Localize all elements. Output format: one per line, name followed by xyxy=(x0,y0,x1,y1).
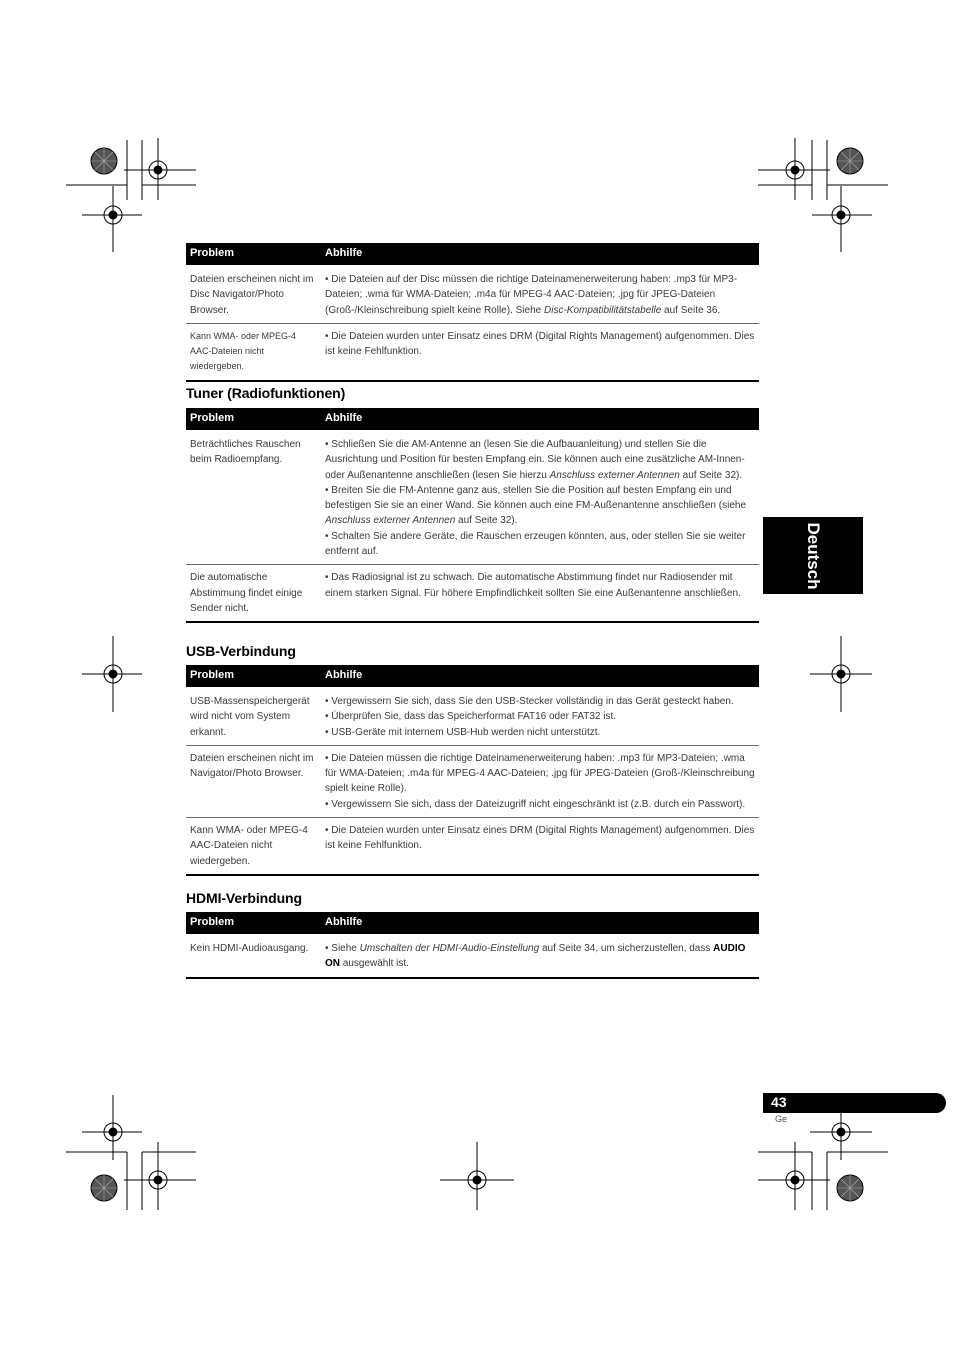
language-side-tab-label: Deutsch xyxy=(804,521,823,590)
page-language-code: Ge xyxy=(775,1114,788,1124)
column-header-remedy: Abhilfe xyxy=(321,408,759,430)
remedy-text: auf Seite 32). xyxy=(455,515,518,527)
remedy-reference: Anschluss externer Antennen xyxy=(325,515,456,527)
remedy-bullet: • Vergewissern Sie sich, dass Sie den USB-Stecker vollständig in das Gerät gesteckt haben. xyxy=(325,696,734,707)
problem-text: Kann WMA- oder MPEG-4 AAC-Dateien nicht wiedergeben. xyxy=(190,330,297,372)
remedy-text: auf Seite 32). xyxy=(679,469,743,481)
section-title-hdmi: HDMI-Verbindung xyxy=(186,890,302,906)
remedy-cell: • Die Dateien wurden unter Einsatz eines DRM (Digital Rights Management) aufgenommen. Dies ist keine Fehlfunktion. xyxy=(321,323,759,380)
usb-table-section xyxy=(186,665,759,876)
table-row xyxy=(186,323,759,380)
remedy-text: • Die Dateien auf der Disc müssen die richtige Dateinamenerweiterung haben: .mp3 für MP3-Dateien; .wma für WMA-Dateien; .m4a für MPEG-4 AAC-Dateien; .jpg für JPEG-Dateien (Groß-/Kleinschreibung spielt keine Rolle). Siehe xyxy=(325,274,738,316)
remedy-text: auf Seite 36. xyxy=(661,304,721,316)
column-header-remedy: Abhilfe xyxy=(321,665,759,687)
page-number-badge xyxy=(763,1093,946,1113)
problem-cell: USB-Massenspeichergerät wird nicht vom System erkannt. xyxy=(190,696,310,738)
column-header-problem: Problem xyxy=(186,408,321,430)
remedy-reference: Umschalten der HDMI-Audio-Einstellung xyxy=(359,943,540,954)
remedy-bullet: • Die Dateien müssen die richtige Dateinamenerweiterung haben: .mp3 für MP3-Dateien; .wma für WMA-Dateien; .m4a für MPEG-4 AAC-Dateien; .jpg für JPEG-Dateien (Groß-/Kleinschreibung spielt keine Rolle). xyxy=(325,752,755,795)
remedy-text: ausgewählt ist. xyxy=(340,958,409,970)
remedy-text: • Schließen Sie die AM-Antenne an (lesen Sie die Aufbauanleitung) und stellen Sie die Ausrichtung und Position für besten Empfang ein. Sie können auch eine zusätzliche AM-Innen- oder Außenantenne anschließen (lesen Sie hierzu xyxy=(325,439,745,481)
problem-cell: Dateien erscheinen nicht im Navigator/Photo Browser. xyxy=(186,745,321,817)
language-side-tab xyxy=(763,517,863,594)
remedy-text: • Breiten Sie die FM-Antenne ganz aus, stellen Sie die Position auf besten Empfang ein und befestigen Sie sie an einer Wand. Sie können auch eine FM-Außenantenne anschließen (siehe xyxy=(325,484,747,512)
tuner-table-section xyxy=(186,408,759,623)
tuner-troubleshooting-table xyxy=(186,408,759,623)
section-title-tuner: Tuner (Radiofunktionen) xyxy=(186,385,346,401)
problem-cell: Die automatische Abstimmung findet einige Sender nicht. xyxy=(186,565,321,622)
hdmi-troubleshooting-table xyxy=(186,912,759,979)
remedy-text: • Siehe xyxy=(325,943,360,954)
column-header-problem: Problem xyxy=(186,243,321,265)
hdmi-table-section xyxy=(186,912,759,979)
disc-troubleshooting-table xyxy=(186,243,759,382)
remedy-cell xyxy=(321,687,759,745)
problem-cell: Kann WMA- oder MPEG-4 AAC-Dateien nicht wiedergeben. xyxy=(186,818,321,875)
remedy-reference: Anschluss externer Antennen xyxy=(549,469,680,481)
table-header-row xyxy=(186,408,759,430)
column-header-problem: Problem xyxy=(186,665,321,687)
table-row xyxy=(186,745,759,817)
remedy-bullet: • Überprüfen Sie, dass das Speicherformat FAT16 oder FAT32 ist. xyxy=(325,711,617,723)
remedy-bullet: • Schalten Sie andere Geräte, die Rauschen erzeugen könnten, aus, oder stellen Sie sie weiter entfernt auf. xyxy=(325,530,746,558)
remedy-cell: • Die Dateien wurden unter Einsatz eines DRM (Digital Rights Management) aufgenommen. Dies ist keine Fehlfunktion. xyxy=(321,818,759,875)
table-row xyxy=(186,687,759,745)
remedy-cell xyxy=(321,745,759,817)
column-header-remedy: Abhilfe xyxy=(321,243,759,265)
table-row xyxy=(186,934,759,978)
remedy-setting-name: AUDIO ON xyxy=(325,943,746,970)
table-row xyxy=(186,818,759,875)
problem-cell: Kein HDMI-Audioausgang. xyxy=(190,943,309,954)
column-header-remedy: Abhilfe xyxy=(321,912,759,934)
disc-table-section xyxy=(186,243,759,382)
usb-troubleshooting-table xyxy=(186,665,759,876)
remedy-bullet: • Vergewissern Sie sich, dass der Dateizugriff nicht eingeschränkt ist (z.B. durch ein Passwort). xyxy=(325,798,746,810)
table-row xyxy=(186,265,759,323)
remedy-bullet xyxy=(325,437,755,483)
column-header-problem: Problem xyxy=(186,912,321,934)
table-header-row xyxy=(186,243,759,265)
remedy-bullet: • USB-Geräte mit internem USB-Hub werden nicht unterstützt. xyxy=(325,726,601,738)
remedy-cell xyxy=(321,265,759,323)
remedy-cell xyxy=(321,430,759,565)
section-title-usb: USB-Verbindung xyxy=(186,643,296,659)
table-row xyxy=(186,430,759,565)
table-row xyxy=(186,565,759,622)
table-header-row xyxy=(186,665,759,687)
remedy-bullet xyxy=(325,483,755,529)
remedy-cell: • Das Radiosignal ist zu schwach. Die automatische Abstimmung findet nur Radiosender mit einem starken Signal. Für höhere Empfindlichkeit sollten Sie eine Außenantenne anschließen. xyxy=(321,565,759,622)
problem-cell xyxy=(186,323,321,380)
problem-cell: Beträchtliches Rauschen beim Radioempfang. xyxy=(190,439,301,466)
remedy-reference: Disc-Kompatibilitätstabelle xyxy=(544,304,662,316)
remedy-text: auf Seite 34, um sicherzustellen, dass xyxy=(539,943,714,954)
remedy-cell xyxy=(321,934,759,978)
page-number: 43 xyxy=(771,1094,787,1110)
table-header-row xyxy=(186,912,759,934)
problem-cell: Dateien erscheinen nicht im Disc Navigator/Photo Browser. xyxy=(190,274,314,316)
